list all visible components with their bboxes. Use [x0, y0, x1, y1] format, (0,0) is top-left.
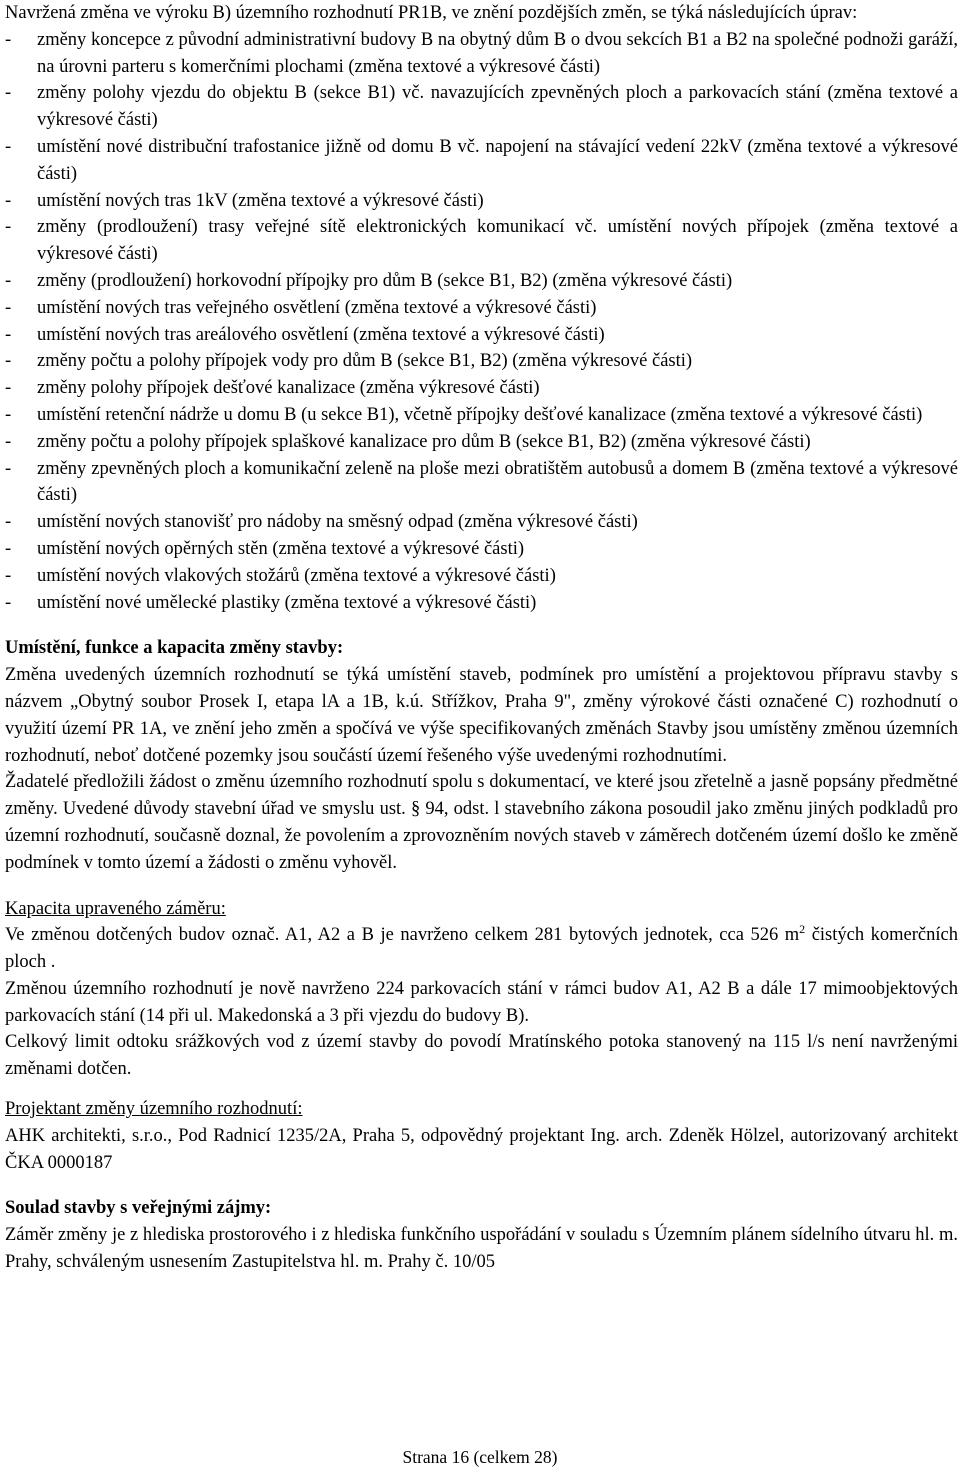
list-item [5, 134, 958, 188]
bullet-dash: - [5, 538, 12, 559]
bullet-dash: - [5, 565, 12, 586]
list-item-text: umístění nové distribuční trafostanice jižně od domu B vč. napojení na stávající vedení 22kV (změna textové a výkresové části) [37, 136, 958, 184]
list-item [5, 268, 958, 295]
page-footer: Strana 16 (celkem 28) [402, 1447, 558, 1467]
bullet-dash: - [5, 378, 12, 399]
list-item [5, 509, 958, 536]
section-heading-kapacita: Kapacita upraveného záměru: [5, 898, 226, 919]
list-item [5, 590, 958, 617]
document-content [5, 0, 958, 1276]
spacer [5, 1176, 958, 1195]
bullet-dash: - [5, 83, 12, 104]
bullet-dash: - [5, 29, 12, 50]
bullet-dash: - [5, 458, 12, 479]
bullet-dash: - [5, 217, 12, 238]
list-item-text: změny (prodloužení) horkovodní přípojky pro dům B (sekce B1, B2) (změna výkresové části) [37, 270, 733, 291]
kapacita-paragraph-2: Změnou územního rozhodnutí je nově navrženo 224 parkovacích stání v rámci budov A1, A2 B a dále 17 mimoobjektových parkovacích stání (14 při ul. Makedonská a 3 při vjezdu do budovy B). [5, 978, 958, 1026]
list-item-text: změny polohy přípojek dešťové kanalizace (změna výkresové části) [37, 378, 540, 399]
list-item-text: změny koncepce z původní administrativní budovy B na obytný dům B o dvou sekcích B1 a B2 na společné podnoži garáží, na úrovni parteru s komerčními plochami (změna textové a výkresové části) [37, 29, 958, 77]
list-item [5, 80, 958, 134]
bullet-dash: - [5, 512, 12, 533]
kapacita-paragraph-3: Celkový limit odtoku srážkových vod z území stavby do povodí Mratínského potoka stanovený na 115 l/s není navrženými změnami dotčen. [5, 1032, 958, 1080]
section-heading-projektant: Projektant změny územního rozhodnutí: [5, 1099, 303, 1120]
list-item [5, 429, 958, 456]
bullet-dash: - [5, 297, 12, 318]
list-item [5, 322, 958, 349]
bullet-dash: - [5, 351, 12, 372]
list-item-text: umístění nových tras veřejného osvětlení (změna textové a výkresové části) [37, 297, 597, 318]
list-item [5, 348, 958, 375]
list-item-text: změny (prodloužení) trasy veřejné sítě elektronických komunikací vč. umístění nových přípojek (změna textové a výkresové části) [37, 217, 958, 265]
list-item [5, 27, 958, 81]
bullet-dash: - [5, 324, 12, 345]
spacer [5, 877, 958, 896]
list-item-text: změny počtu a polohy přípojek vody pro dům B (sekce B1, B2) (změna výkresové části) [37, 351, 693, 372]
umisteni-paragraph-1: Změna uvedených územních rozhodnutí se týká umístění staveb, podmínek pro umístění a projektovou přípravu stavby s názvem „Obytný soubor Prosek I, etapa lA a 1B, k.ú. Střížkov, Praha 9", změny výrokové části označené C) rozhodnutí o využití území PR 1A, ve znění jeho změn a spočívá ve výše specifikovaných změnách Stavby jsou umístěny změnou územních rozhodnutí, neboť dotčené pozemky jsou součástí území řešeného výše uvedenými rozhodnutími. [5, 665, 958, 766]
spacer [5, 1083, 958, 1096]
list-item [5, 295, 958, 322]
list-item-text: změny polohy vjezdu do objektu B (sekce B1) vč. navazujících zpevněných ploch a parkovacích stání (změna textové a výkresové části) [37, 83, 958, 131]
bullet-dash: - [5, 404, 12, 425]
kapacita-text-before: Ve změnou dotčených budov označ. A1, A2 a B je navrženo celkem 281 bytových jednotek, cca 526 m [5, 925, 800, 946]
bullet-dash: - [5, 592, 12, 613]
kapacita-text-after: čistých komerčních ploch . [5, 925, 958, 973]
umisteni-paragraph-2: Žadatelé předložili žádost o změnu územního rozhodnutí spolu s dokumentací, ve které jsou zřetelně a jasně popsány předmětné změny. Uvedené důvody stavební úřad ve smyslu ust. § 94, odst. l stavebního zákona posoudil jako změnu jiných podkladů pro územní rozhodnutí, současně doznal, že povolením a zprovozněním nových staveb v záměrech dotčeném území došlo ke změně podmínek v tomto území a žádosti o změnu vyhověl. [5, 772, 958, 873]
list-item-text: umístění retenční nádrže u domu B (u sekce B1), včetně přípojky dešťové kanalizace (změna textové a výkresové části) [37, 404, 923, 425]
list-item-text: umístění nových opěrných stěn (změna textové a výkresové části) [37, 538, 525, 559]
list-item [5, 402, 958, 429]
spacer [5, 616, 958, 635]
bullet-dash: - [5, 190, 12, 211]
bullet-dash: - [5, 270, 12, 291]
list-item-text: změny zpevněných ploch a komunikační zeleně na ploše mezi obratištěm autobusů a domem B (změna textové a výkresové části) [37, 458, 958, 506]
changes-list [5, 27, 958, 617]
list-item-text: umístění nových vlakových stožárů (změna textové a výkresové části) [37, 565, 556, 586]
list-item [5, 456, 958, 510]
list-item-text: umístění nových tras 1kV (změna textové a výkresové části) [37, 190, 484, 211]
section-heading-umisteni: Umístění, funkce a kapacita změny stavby: [5, 638, 344, 659]
list-item-text: změny počtu a polohy přípojek splaškové kanalizace pro dům B (sekce B1, B2) (změna výkresové části) [37, 431, 811, 452]
list-item [5, 563, 958, 590]
projektant-paragraph: AHK architekti, s.r.o., Pod Radnicí 1235/2A, Praha 5, odpovědný projektant Ing. arch. Zdeněk Hölzel, autorizovaný architekt ČKA 0000187 [5, 1125, 958, 1173]
list-item-text: umístění nových tras areálového osvětlení (změna textové a výkresové části) [37, 324, 605, 345]
soulad-paragraph: Záměr změny je z hlediska prostorového i z hlediska funkčního uspořádání v souladu s Územním plánem sídelního útvaru hl. m. Prahy, schváleným usnesením Zastupitelstva hl. m. Prahy č. 10/05 [5, 1225, 958, 1273]
list-item [5, 188, 958, 215]
list-item-text: umístění nové umělecké plastiky (změna textové a výkresové části) [37, 592, 537, 613]
intro-paragraph: Navržená změna ve výroku B) územního rozhodnutí PR1B, ve znění pozdějších změn, se týká následujících úprav: [5, 3, 858, 23]
bullet-dash: - [5, 136, 12, 157]
list-item [5, 536, 958, 563]
list-item [5, 375, 958, 402]
superscript-two: 2 [799, 922, 806, 937]
list-item [5, 214, 958, 268]
section-heading-soulad: Soulad stavby s veřejnými zájmy: [5, 1198, 272, 1219]
bullet-dash: - [5, 431, 12, 452]
kapacita-paragraph-1 [5, 922, 958, 976]
list-item-text: umístění nových stanovišť pro nádoby na směsný odpad (změna výkresové části) [37, 512, 638, 533]
